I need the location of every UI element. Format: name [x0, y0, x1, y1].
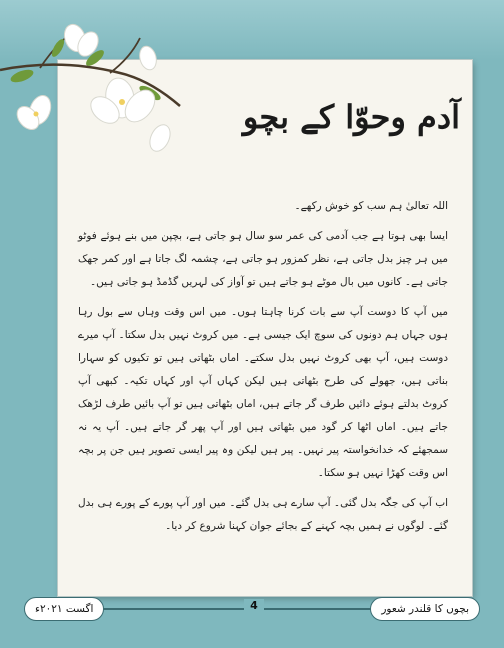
paragraph-1: اللہ تعالیٰ ہم سب کو خوش رکھے۔: [294, 200, 448, 212]
paragraph-2: ایسا بھی ہوتا ہے جب آدمی کی عمر سو سال ہو جاتی ہے، بچپن میں بنے ہوئے فوٹو میں ہر چیز بدل جاتی ہے، نظر کمزور ہو جاتی ہے، چشمہ لگ جاتا ہے اور کمر جھک جاتی ہے۔ کانوں میں بال موٹے ہو جاتے ہیں تو آواز کی لہریں گڈمڈ ہو جاتی ہیں۔: [78, 230, 448, 288]
page-number: 4: [244, 599, 264, 612]
white-magnolia-branch-icon: [0, 18, 190, 158]
issue-date-badge: اگست ۲۰۲۱ء: [24, 597, 104, 621]
paragraph-3: میں آپ کا دوست آپ سے بات کرنا چاہتا ہوں۔ میں اس وقت وہاں سے بول رہا ہوں جہاں ہم دونوں کی سوچ ایک جیسی ہے۔ میں کروٹ نہیں بدل سکتا۔ آپ میرے دوست ہیں، آپ بھی کروٹ نہیں بدل سکتے۔ اماں بٹھاتی ہیں تو تکیوں کو سہارا بناتی ہیں، جھولے کی طرح بٹھاتی ہیں لیکن کہاں آپ اور کہاں تکیہ۔ کبھی آپ کروٹ بدلتے ہوئے دائیں طرف گر جاتے ہیں، اماں بٹھاتی ہیں تو آپ بائیں طرف لڑھک جاتے ہیں۔ اماں اٹھا کر گود میں بٹھاتی ہیں اور آپ پھر گر جاتے ہیں۔ آپ یہ نہ سمجھئے کہ خدانخواستہ پیر نہیں۔ پیر ہیں لیکن وہ پیر ایسی تصویر ہیں جن پر بچہ اس وقت کھڑا نہیں ہو سکتا۔: [78, 306, 448, 479]
article-title: آدم وحوّا کے بچو: [242, 98, 460, 136]
article-body: [78, 195, 448, 545]
magazine-name-badge: بچوں کا قلندر شعور: [370, 597, 480, 621]
paragraph-4: اب آپ کی جگہ بدل گئی۔ آپ سارے ہی بدل گئے۔ میں اور آپ پورے کے پورے ہی بدل گئے۔ لوگوں نے ہمیں بچہ کہنے کے بجائے جوان کہنا شروع کر دیا۔: [78, 497, 448, 532]
page-footer: [24, 597, 480, 621]
